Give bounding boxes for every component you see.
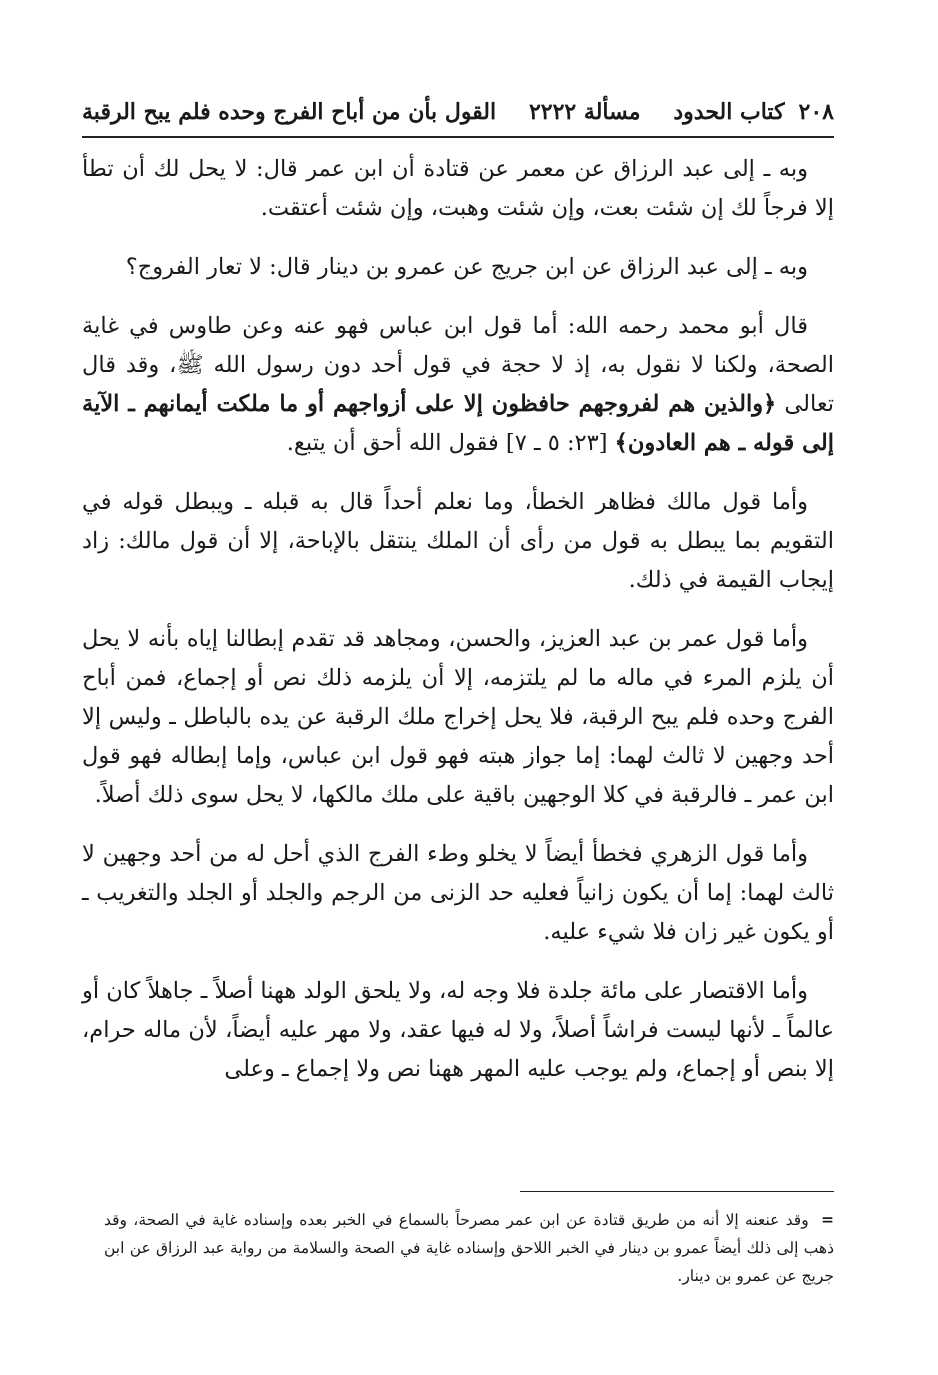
verse-reference: [٢٣: ٥ ـ ٧] فقول الله أحق أن يتبع. <box>286 430 608 456</box>
paragraph-text: قال أبو محمد رحمه الله: أما قول ابن عباس فهو عنه وعن طاوس في غاية الصحة، ولكنا لا نقول به، إذ لا حجة في قول أحد دون رسول الله ﷺ، وقد قال تعالى <box>82 313 834 417</box>
footnote-mark: = <box>821 1210 835 1229</box>
paragraph: وأما قول مالك فظاهر الخطأ، وما نعلم أحداً قال به قبله ـ ويبطل قوله في التقويم بما يبطل به قول من رأى أن الملك ينتقل بالإباحة، إلا أن قول مالك: زاد إيجاب القيمة في ذلك. <box>82 489 834 593</box>
paragraph <box>82 307 834 463</box>
book-title: كتاب الحدود <box>673 99 785 125</box>
quran-verse: ﴿والذين هم لفروجهم حافظون إلا على أزواجهم أو ما ملكت أيمانهم ـ الآية إلى قوله ـ هم العادون﴾ <box>82 391 834 456</box>
paragraph: وأما قول الزهري فخطأ أيضاً لا يخلو وطء الفرج الذي أحل له من أحد وجهين لا ثالث لهما: إما أن يكون زانياً فعليه حد الزنى من الرجم والجلد أو الجلد والتغريب ـ أو يكون غير زان فلا شيء عليه. <box>82 841 834 945</box>
header-divider <box>82 136 834 138</box>
footnote-text: وقد عنعنه إلا أنه من طريق قتادة عن ابن عمر مصرحاً بالسماع في الخبر بعده وإسناده غاية في الصحة، وقد ذهب إلى ذلك أيضاً عمرو بن دينار في الخبر اللاحق وإسناده غاية في الصحة والسلامة من رواية عبد الرزاق عن ابن جريج عن عمرو بن دينار. <box>104 1211 834 1285</box>
paragraph: وبه ـ إلى عبد الرزاق عن معمر عن قتادة أن ابن عمر قال: لا يحل لك أن تطأ إلا فرجاً لك إن شئت بعت، وإن شئت وهبت، وإن شئت أعتقت. <box>82 156 834 221</box>
footnote-divider <box>520 1191 834 1192</box>
paragraph: وأما قول عمر بن عبد العزيز، والحسن، ومجاهد قد تقدم إبطالنا إياه بأنه لا يحل أن يلزم المرء في ماله ما لم يلتزمه، إلا أن يلزمه ذلك نص أو إجماع، فمن أباح الفرج وحده فلم يبح الرقبة، فلا يحل إخراج ملك الرقبة عن يده بالباطل ـ وليس إلا أحد وجهين لا ثالث لهما: إما جواز هبته فهو قول ابن عباس، وإما إبطاله فهو قول ابن عمر ـ فالرقبة في كلا الوجهين باقية على ملك مالكها، لا يحل سوى ذلك أصلاً. <box>82 626 834 808</box>
section-topic: القول بأن من أباح الفرج وحده فلم يبح الرقبة <box>82 99 497 125</box>
page-number: ٢٠٨ <box>798 99 834 125</box>
issue-number: مسألة ٢٢٢٢ <box>528 99 641 125</box>
header-right <box>673 99 834 125</box>
footnote <box>104 1206 834 1290</box>
paragraph: وبه ـ إلى عبد الرزاق عن ابن جريج عن عمرو بن دينار قال: لا تعار الفروج؟ <box>125 254 808 280</box>
running-header <box>82 92 834 132</box>
paragraph: وأما الاقتصار على مائة جلدة فلا وجه له، ولا يلحق الولد ههنا أصلاً ـ جاهلاً كان أو عالماً ـ لأنها ليست فراشاً أصلاً، ولا له فيها عقد، ولا مهر عليه أيضاً، لأن ماله حرام، إلا بنص أو إجماع، ولم يوجب عليه المهر ههنا نص ولا إجماع ـ وعلى <box>82 978 834 1082</box>
main-text <box>82 150 834 1109</box>
